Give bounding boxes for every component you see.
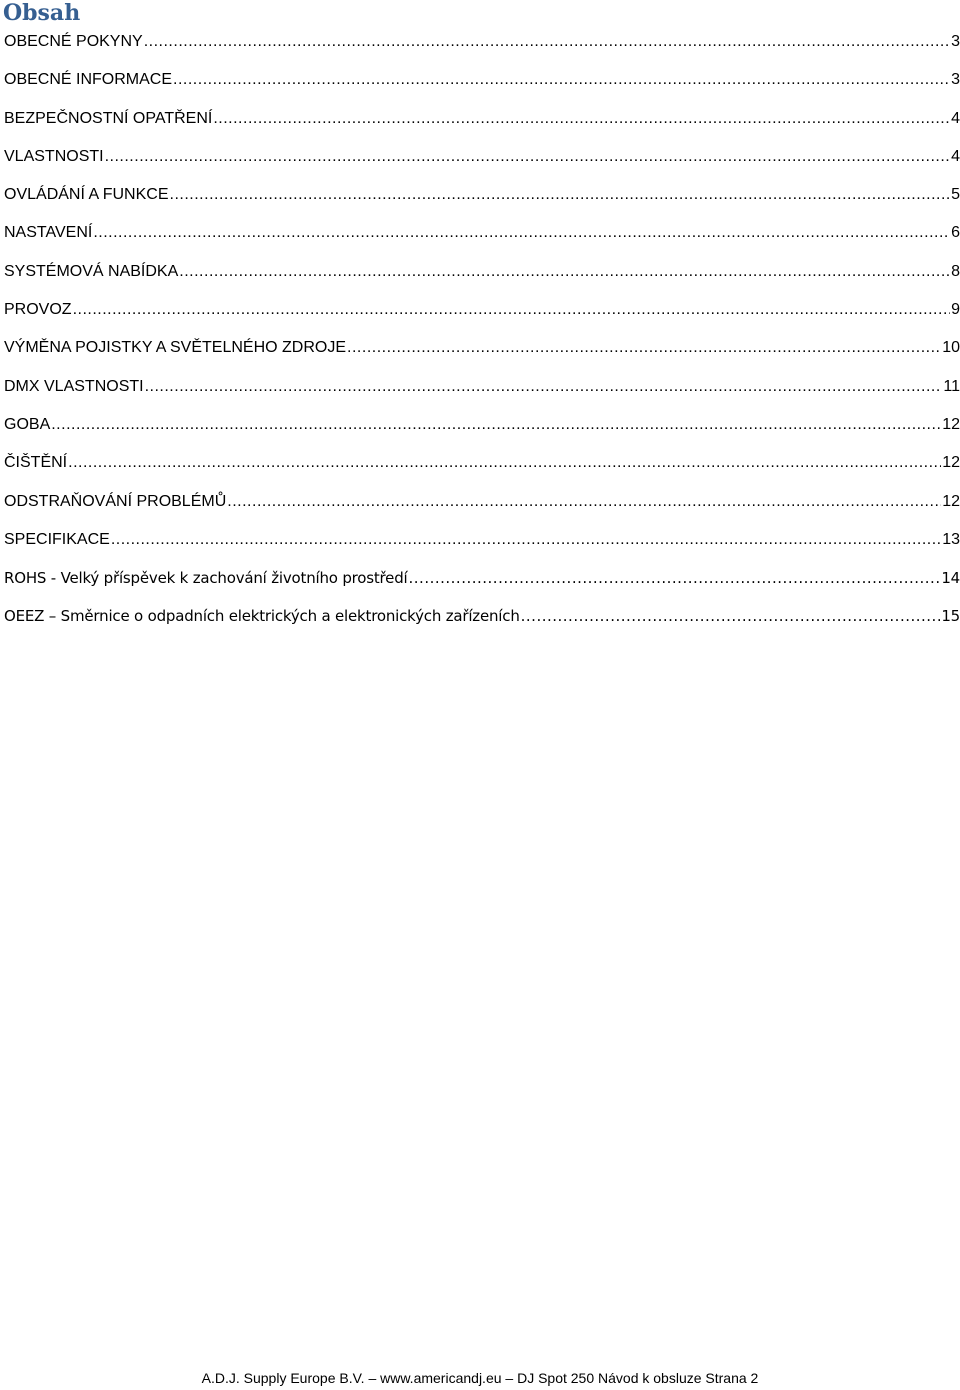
toc-leader: [68, 452, 941, 474]
toc-entry-dmx-vlastnosti[interactable]: [4, 376, 960, 414]
toc-leader: [93, 222, 950, 244]
toc-entry-obecne-informace[interactable]: [4, 69, 960, 107]
toc-leader: [170, 184, 951, 206]
toc-entry-label: GOBA: [4, 415, 51, 433]
toc-entry-vymena-pojistky[interactable]: [4, 337, 960, 375]
toc-entry-label: SYSTÉMOVÁ NABÍDKA: [4, 262, 179, 280]
toc-leader: [173, 69, 950, 91]
toc-entry-odstranovani-problemu[interactable]: [4, 491, 960, 529]
toc-entry-label: SPECIFIKACE: [4, 530, 110, 548]
toc-leader: [347, 337, 941, 359]
toc-entry-label: OBECNÉ POKYNY: [4, 33, 143, 50]
toc-entry-page: 8: [951, 262, 960, 280]
toc-entry-page: 12: [942, 492, 960, 510]
toc-entry-page: 15: [941, 607, 960, 626]
toc-entry-page: 4: [951, 147, 960, 165]
toc-entry-page: 12: [942, 454, 960, 472]
toc-entry-provoz[interactable]: [4, 299, 960, 337]
footer-page-number: Strana 2: [705, 1370, 759, 1386]
toc-entry-oeez[interactable]: [4, 605, 960, 643]
toc-entry-vlastnosti[interactable]: [4, 146, 960, 184]
page-title: Obsah: [3, 0, 81, 26]
toc-entry-obecne-pokyny[interactable]: [4, 31, 960, 69]
toc-entry-label: PROVOZ: [4, 301, 72, 319]
toc-entry-goba[interactable]: [4, 414, 960, 452]
toc-entry-label: VÝMĚNA POJISTKY A SVĚTELNÉHO ZDROJE: [4, 339, 347, 357]
footer-website: www.americandj.eu –: [380, 1370, 514, 1386]
toc-leader: [51, 414, 941, 436]
toc-entry-label: NASTAVENÍ: [4, 224, 93, 242]
toc-leader: [105, 146, 951, 168]
toc-entry-label: ROHS - Velký příspěvek k zachování životního prostředí: [4, 569, 408, 588]
toc-entry-page: 12: [942, 415, 960, 433]
toc-entry-label: OVLÁDÁNÍ A FUNKCE: [4, 186, 169, 204]
toc-entry-page: 4: [951, 109, 960, 127]
toc-entry-bezpecnostni-opatreni[interactable]: [4, 108, 960, 146]
toc-leader: [227, 491, 941, 513]
toc-leader: [409, 567, 941, 589]
toc-entry-page: 3: [951, 71, 960, 89]
toc-entry-specifikace[interactable]: [4, 529, 960, 567]
toc-entry-page: 10: [942, 339, 960, 357]
page-footer: [0, 1370, 960, 1386]
toc-entry-page: 14: [941, 569, 960, 588]
toc-entry-label: ODSTRAŇOVÁNÍ PROBLÉMŮ: [4, 492, 227, 510]
toc-entry-page: 5: [951, 186, 960, 204]
table-of-contents: [4, 31, 960, 644]
toc-entry-page: 13: [942, 530, 960, 548]
footer-company: A.D.J. Supply Europe B.V. –: [201, 1370, 377, 1386]
toc-leader: [521, 605, 941, 627]
toc-entry-label: VLASTNOSTI: [4, 147, 104, 165]
toc-entry-rohs[interactable]: [4, 567, 960, 605]
toc-entry-label: OBECNÉ INFORMACE: [4, 71, 173, 89]
toc-entry-ovladani-a-funkce[interactable]: [4, 184, 960, 222]
toc-leader: [145, 376, 943, 398]
toc-entry-label: OEEZ – Směrnice o odpadních elektrických a elektronických zařízeních: [4, 607, 520, 626]
toc-entry-page: 9: [951, 301, 960, 319]
toc-leader: [144, 31, 950, 53]
toc-leader: [179, 261, 950, 283]
toc-entry-systemova-nabidka[interactable]: [4, 261, 960, 299]
toc-leader: [73, 299, 951, 321]
footer-product: DJ Spot 250 Návod k obsluze: [517, 1370, 702, 1386]
toc-entry-page: 11: [943, 377, 960, 395]
toc-entry-cisteni[interactable]: [4, 452, 960, 490]
toc-leader: [111, 529, 941, 551]
toc-leader: [213, 108, 950, 130]
toc-entry-label: DMX VLASTNOSTI: [4, 377, 144, 395]
toc-entry-page: 3: [951, 33, 960, 50]
toc-entry-page: 6: [951, 224, 960, 242]
toc-entry-label: BEZPEČNOSTNÍ OPATŘENÍ: [4, 109, 213, 127]
toc-entry-label: ČIŠTĚNÍ: [4, 454, 68, 472]
toc-entry-nastaveni[interactable]: [4, 222, 960, 260]
